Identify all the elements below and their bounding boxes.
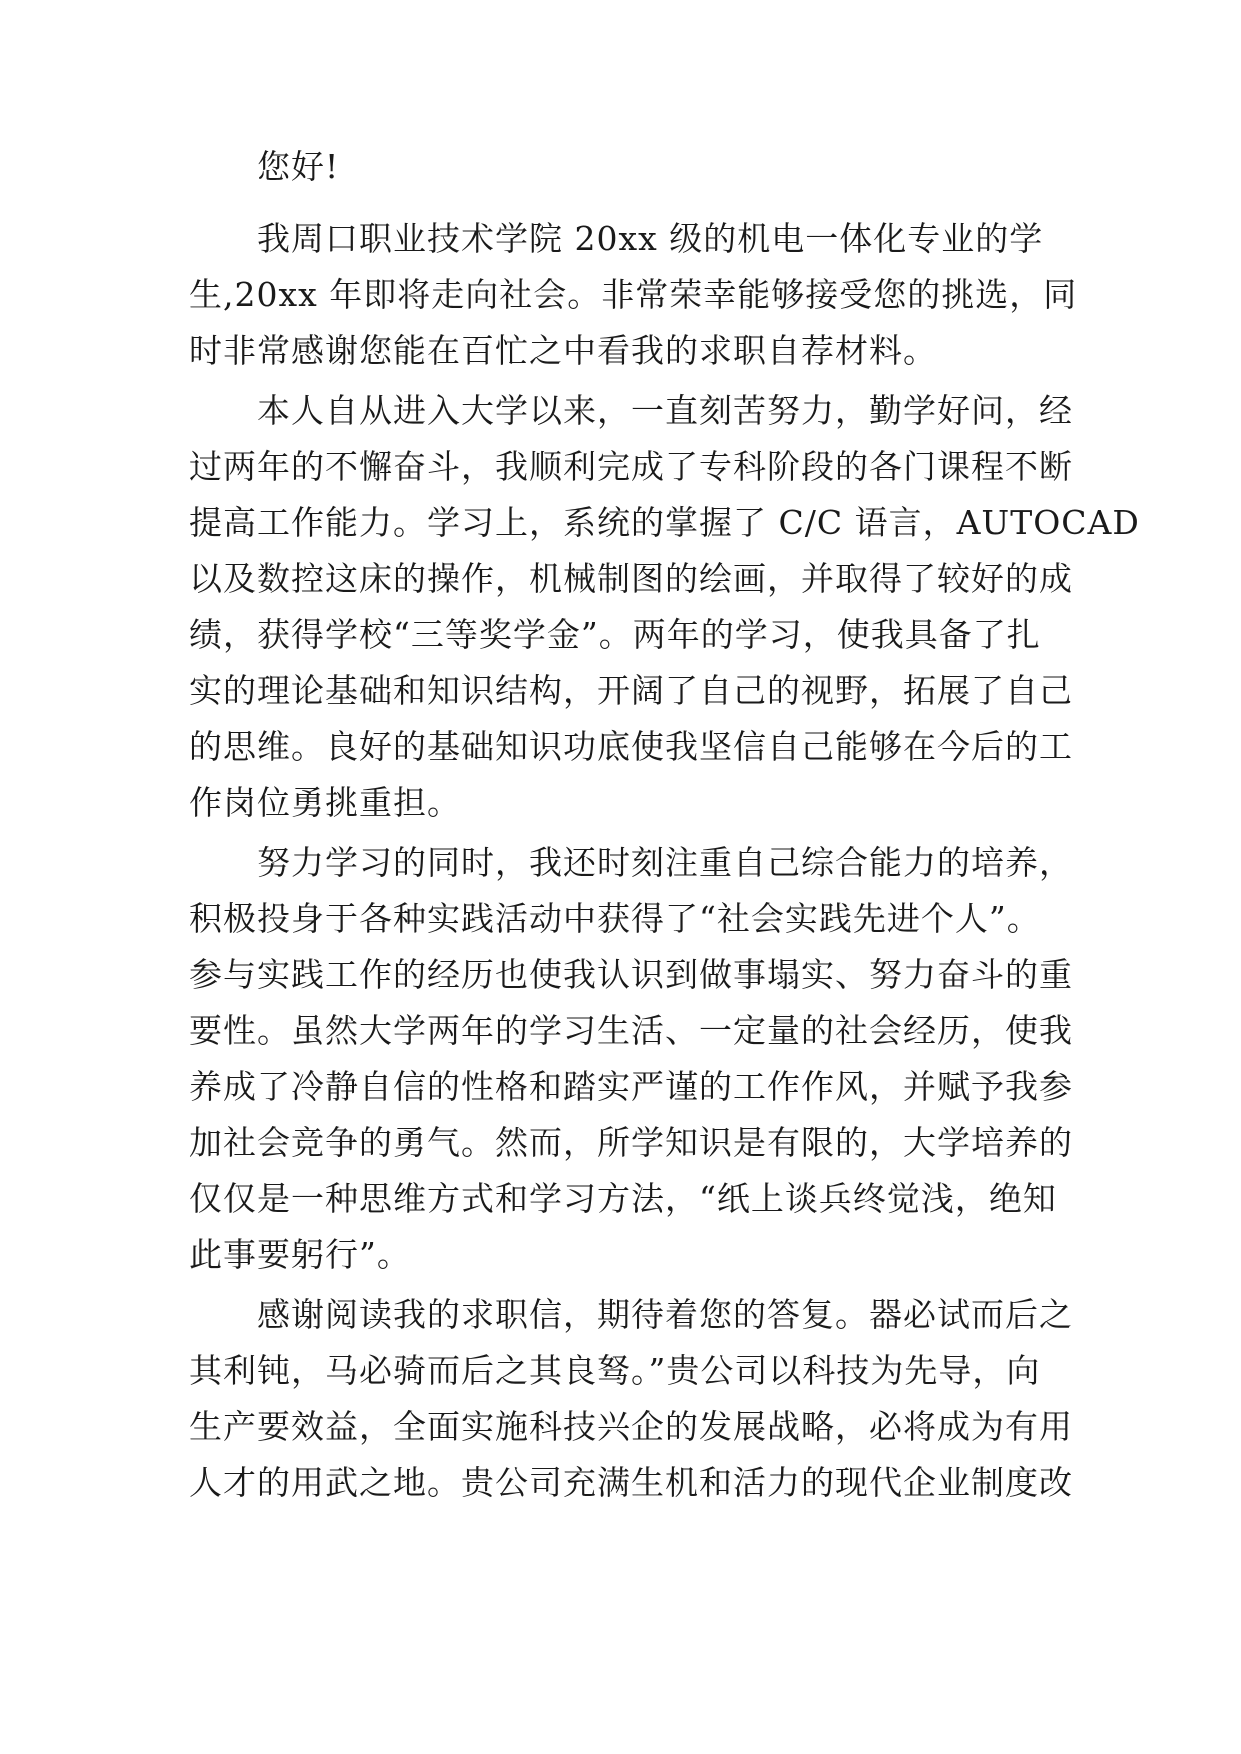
- paragraph-3-line-7: 仅仅是一种思维方式和学习方法，“纸上谈兵终觉浅，绝知: [189, 1179, 1057, 1218]
- paragraph-4-line-2: 其利钝，马必骑而后之其良驽。”贵公司以科技为先导，向: [189, 1351, 1041, 1390]
- paragraph-2-line-3: 提高工作能力。学习上，系统的掌握了 C/C 语言，AUTOCAD: [189, 503, 1140, 542]
- paragraph-3-line-3: 参与实践工作的经历也使我认识到做事塌实、努力奋斗的重: [189, 955, 1073, 994]
- paragraph-2-line-4: 以及数控这床的操作，机械制图的绘画，并取得了较好的成: [189, 559, 1073, 598]
- paragraph-3-line-2: 积极投身于各种实践活动中获得了“社会实践先进个人”。: [189, 899, 1041, 938]
- paragraph-1-line-2: 生,20xx 年即将走向社会。非常荣幸能够接受您的挑选，同: [189, 275, 1078, 314]
- paragraph-3-line-6: 加社会竞争的勇气。然而，所学知识是有限的，大学培养的: [189, 1123, 1073, 1162]
- paragraph-2-line-7: 的思维。良好的基础知识功底使我坚信自己能够在今后的工: [189, 727, 1073, 766]
- paragraph-4-line-1: 感谢阅读我的求职信，期待着您的答复。器必试而后之: [257, 1295, 1073, 1334]
- paragraph-2-line-6: 实的理论基础和知识结构，开阔了自己的视野，拓展了自己: [189, 671, 1073, 710]
- paragraph-3-line-8: 此事要躬行”。: [189, 1235, 411, 1274]
- paragraph-2-line-2: 过两年的不懈奋斗，我顺利完成了专科阶段的各门课程不断: [189, 447, 1073, 486]
- paragraph-4-line-3: 生产要效益，全面实施科技兴企的发展战略，必将成为有用: [189, 1407, 1073, 1446]
- paragraph-3-line-5: 养成了冷静自信的性格和踏实严谨的工作作风，并赋予我参: [189, 1067, 1073, 1106]
- paragraph-1-line-3: 时非常感谢您能在百忙之中看我的求职自荐材料。: [189, 331, 937, 370]
- paragraph-3-line-1: 努力学习的同时，我还时刻注重自己综合能力的培养，: [257, 843, 1073, 882]
- paragraph-2-line-1: 本人自从进入大学以来，一直刻苦努力，勤学好问，经: [257, 391, 1073, 430]
- paragraph-1-line-1: 我周口职业技术学院 20xx 级的机电一体化专业的学: [257, 219, 1044, 258]
- paragraph-2-line-5: 绩，获得学校“三等奖学金”。两年的学习，使我具备了扎: [189, 615, 1041, 654]
- paragraph-3-line-4: 要性。虽然大学两年的学习生活、一定量的社会经历，使我: [189, 1011, 1073, 1050]
- paragraph-2-line-8: 作岗位勇挑重担。: [189, 783, 461, 822]
- greeting: 您好!: [257, 147, 340, 186]
- paragraph-4-line-4: 人才的用武之地。贵公司充满生机和活力的现代企业制度改: [189, 1463, 1073, 1502]
